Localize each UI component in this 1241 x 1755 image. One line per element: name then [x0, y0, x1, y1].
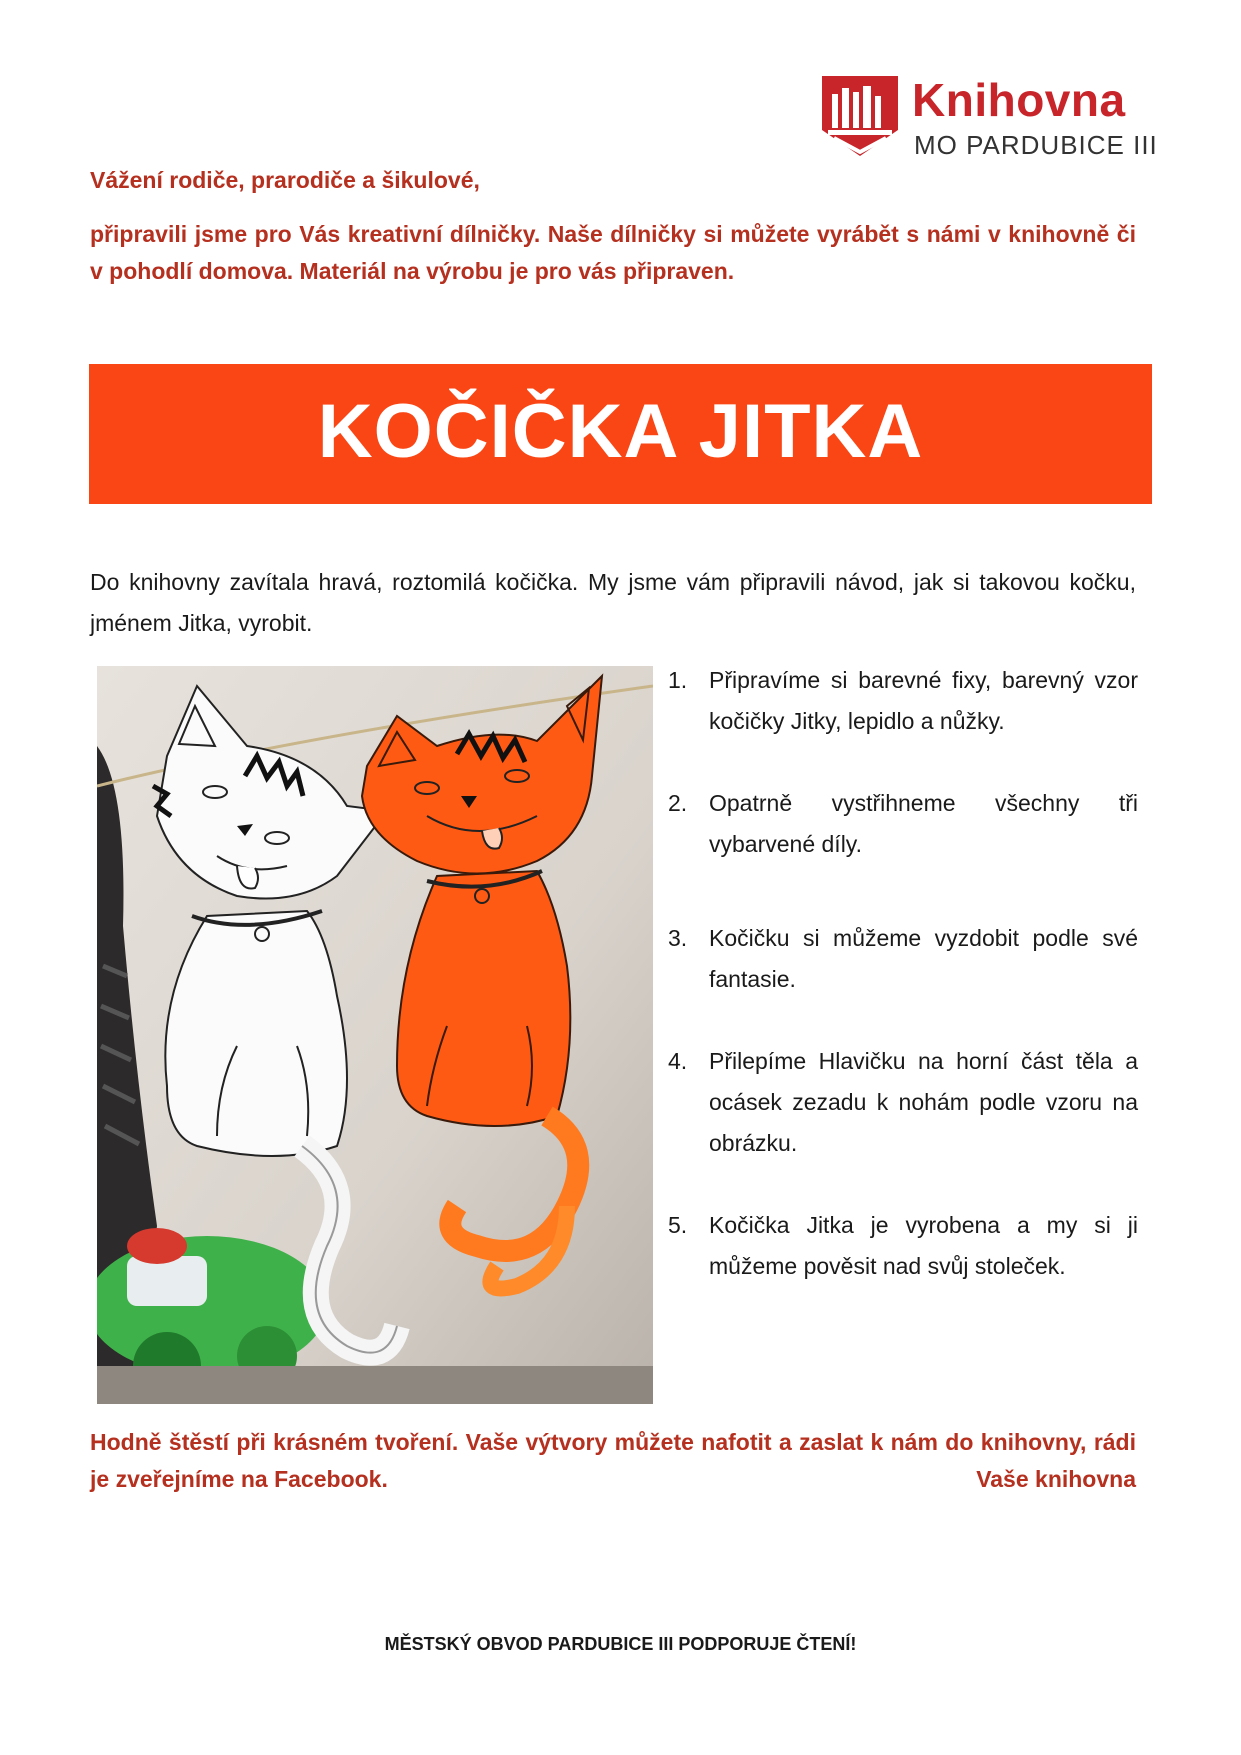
closing-paragraph: [90, 1424, 1136, 1498]
list-item: [668, 1205, 1138, 1287]
step-text: Kočičku si můžeme vyzdobit podle své fantasie.: [709, 925, 1138, 992]
logo-subtitle: MO PARDUBICE III: [914, 130, 1158, 160]
step-number: 2.: [668, 790, 688, 816]
closing-text: Hodně štěstí při krásném tvoření. Vaše výtvory můžete nafotit a zaslat k nám do knihovny, rádi je zveřejníme na Facebook.: [90, 1429, 1136, 1492]
description-paragraph: Do knihovny zavítala hravá, roztomilá kočička. My jsme vám připravili návod, jak si takovou kočku, jménem Jitka, vyrobit.: [90, 569, 1136, 636]
list-item: [668, 783, 1138, 865]
footer-slogan: MĚSTSKÝ OBVOD PARDUBICE III PODPORUJE ČTENÍ!: [384, 1634, 857, 1654]
step-number: 5.: [668, 1212, 688, 1238]
step-number: 1.: [668, 667, 688, 693]
list-item: [668, 660, 1138, 742]
greeting: Vážení rodiče, prarodiče a šikulové,: [90, 167, 480, 193]
step-text: Přilepíme Hlavičku na horní část těla a ocásek zezadu k nohám podle vzoru na obrázku.: [709, 1048, 1138, 1156]
title-banner: [89, 364, 1152, 504]
signature: Vaše knihovna: [976, 1466, 1136, 1492]
step-number: 3.: [668, 925, 688, 951]
list-item: [668, 1041, 1138, 1164]
page-title: KOČIČKA JITKA: [317, 389, 924, 474]
step-text: Kočička Jitka je vyrobena a my si ji můžeme pověsit nad svůj stoleček.: [709, 1212, 1138, 1279]
paper-cats-illustration: [97, 666, 653, 1404]
list-item: [668, 918, 1138, 1000]
intro-paragraph: připravili jsme pro Vás kreativní dílničky. Naše dílničky si můžete vyrábět s námi v knihovně či v pohodlí domova. Materiál na výrobu je pro vás připraven.: [90, 221, 1136, 284]
step-number: 4.: [668, 1048, 688, 1074]
cat-craft-photo: [97, 666, 653, 1404]
library-logo: [818, 72, 1158, 164]
step-text: Připravíme si barevné fixy, barevný vzor kočičky Jitky, lepidlo a nůžky.: [709, 667, 1138, 734]
logo-name: Knihovna: [912, 74, 1126, 126]
library-books-icon: [818, 72, 902, 158]
step-text: Opatrně vystřihneme všechny tři vybarvené díly.: [709, 790, 1138, 857]
